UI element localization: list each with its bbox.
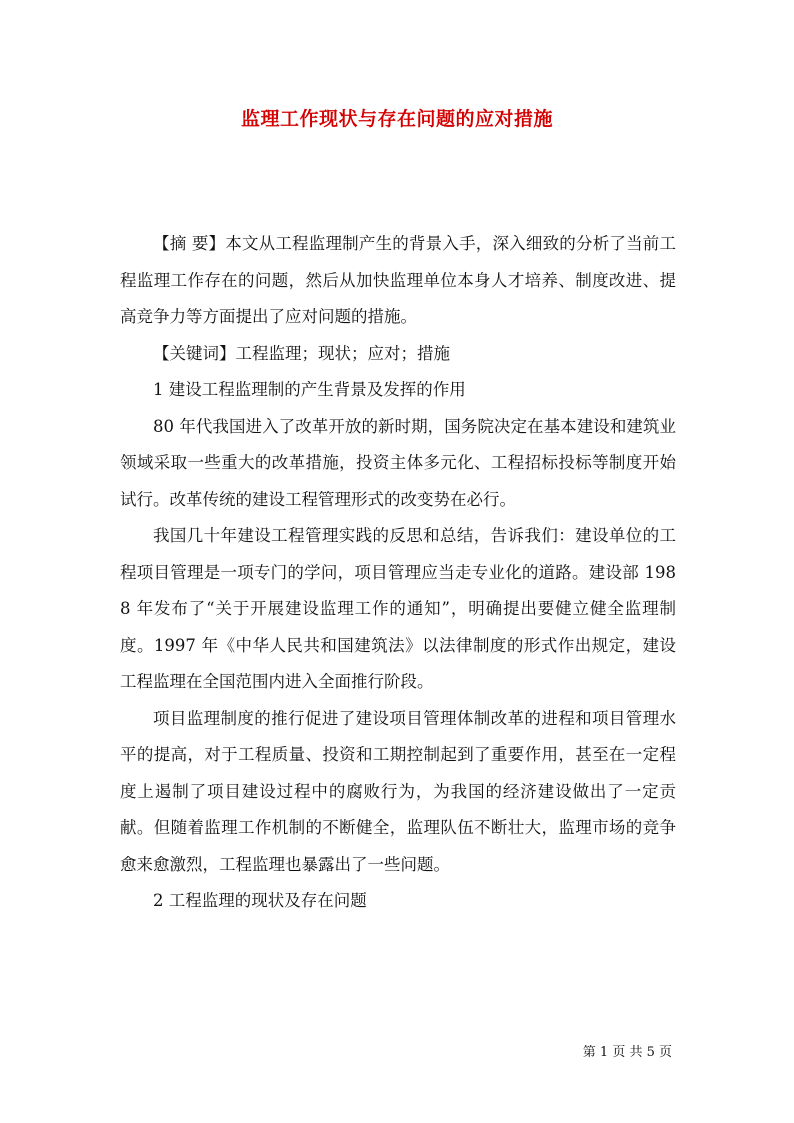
body-paragraph: 80 年代我国进入了改革开放的新时期，国务院决定在基本建设和建筑业领域采取一些重大的改革措施，投资主体多元化、工程招标投标等制度开始试行。改革传统的建设工程管理形式的改变势在必行。 <box>120 416 676 509</box>
page-number-footer: 第 1 页 共 5 页 <box>582 1045 672 1060</box>
document-title: 监理工作现状与存在问题的应对措施 <box>240 108 553 130</box>
section-heading-2: 2 工程监理的现状及存在问题 <box>153 891 367 910</box>
keywords-paragraph: 【关键词】工程监理；现状；应对；措施 <box>153 343 450 363</box>
body-paragraph: 我国几十年建设工程管理实践的反思和总结，告诉我们：建设单位的工程项目管理是一项专门的学问，项目管理应当走专业化的道路。建设部 1988 年发布了“关于开展建设监理工作的通知”，明确提出要健立健全监理制度。1997 年《中华人民共和国建筑法》以法律制度的形式作出规定，建设工程监理在全国范围内进入全面推行阶段。 <box>120 526 676 691</box>
body-paragraph: 项目监理制度的推行促进了建设项目管理体制改革的进程和项目管理水平的提高，对于工程质量、投资和工期控制起到了重要作用，甚至在一定程度上遏制了项目建设过程中的腐败行为，为我国的经济建设做出了一定贡献。但随着监理工作机制的不断健全，监理队伍不断壮大，监理市场的竞争愈来愈激烈，工程监理也暴露出了一些问题。 <box>120 708 676 874</box>
section-heading-1: 1 建设工程监理制的产生背景及发挥的作用 <box>153 380 466 399</box>
document-body <box>120 226 676 920</box>
abstract-paragraph: 【摘 要】本文从工程监理制产生的背景入手，深入细致的分析了当前工程监理工作存在的问题，然后从加快监理单位本身人才培养、制度改进、提高竞争力等方面提出了应对问题的措施。 <box>120 234 676 326</box>
